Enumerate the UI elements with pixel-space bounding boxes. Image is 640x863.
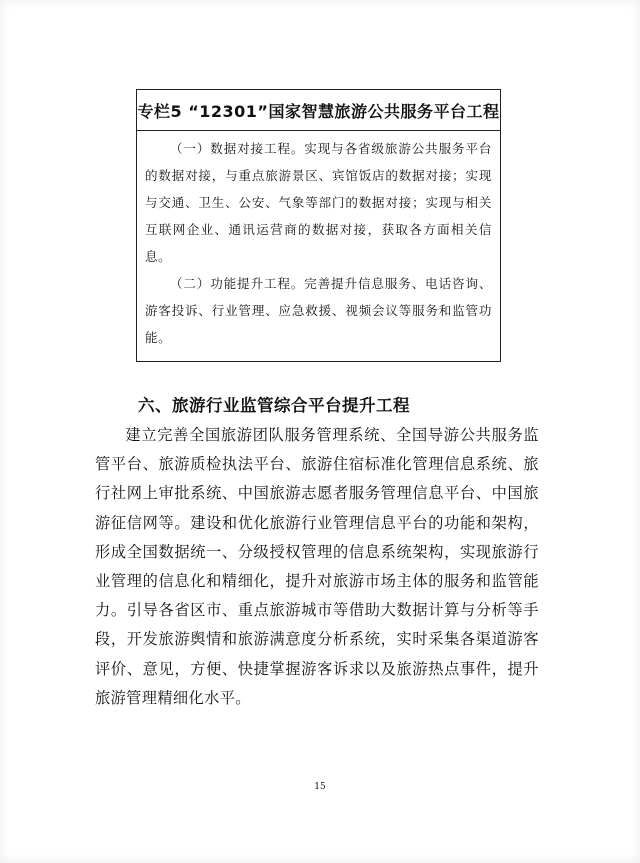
section-paragraph: 建立完善全国旅游团队服务管理系统、全国导游公共服务监管平台、旅游质检执法平台、旅游住宿标准化管理信息系统、旅行社网上审批系统、中国旅游志愿者服务管理信息平台、中国旅游征信网等。建设和优化旅游行业管理信息平台的功能和架构，形成全国数据统一、分级授权管理的信息系统架构，实现旅游行业管理的信息化和精细化，提升对旅游市场主体的服务和监管能力。引导各省区市、重点旅游城市等借助大数据计算与分析等手段，开发旅游舆情和旅游满意度分析系统，实时采集各渠道游客评价、意见，方便、快捷掌握游客诉求以及旅游热点事件，提升旅游管理精细化水平。 <box>95 426 539 707</box>
column-box <box>136 89 501 362</box>
column-paragraph-1: （一）数据对接工程。实现与各省级旅游公共服务平台的数据对接，与重点旅游景区、宾馆饭店的数据对接；实现与交通、卫生、公安、气象等部门的数据对接；实现与相关互联网企业、通讯运营商的数据对接，获取各方面相关信息。 <box>145 141 492 264</box>
column-paragraph-2: （二）功能提升工程。完善提升信息服务、电话咨询、游客投诉、行业管理、应急救援、视频会议等服务和监管功能。 <box>145 276 492 345</box>
section-body <box>95 421 539 713</box>
section-heading: 六、旅游行业监管综合平台提升工程 <box>138 396 410 415</box>
column-box-title: 专栏5 “12301”国家智慧旅游公共服务平台工程 <box>137 90 500 131</box>
page-number: 15 <box>314 782 326 792</box>
column-box-body <box>137 131 500 351</box>
